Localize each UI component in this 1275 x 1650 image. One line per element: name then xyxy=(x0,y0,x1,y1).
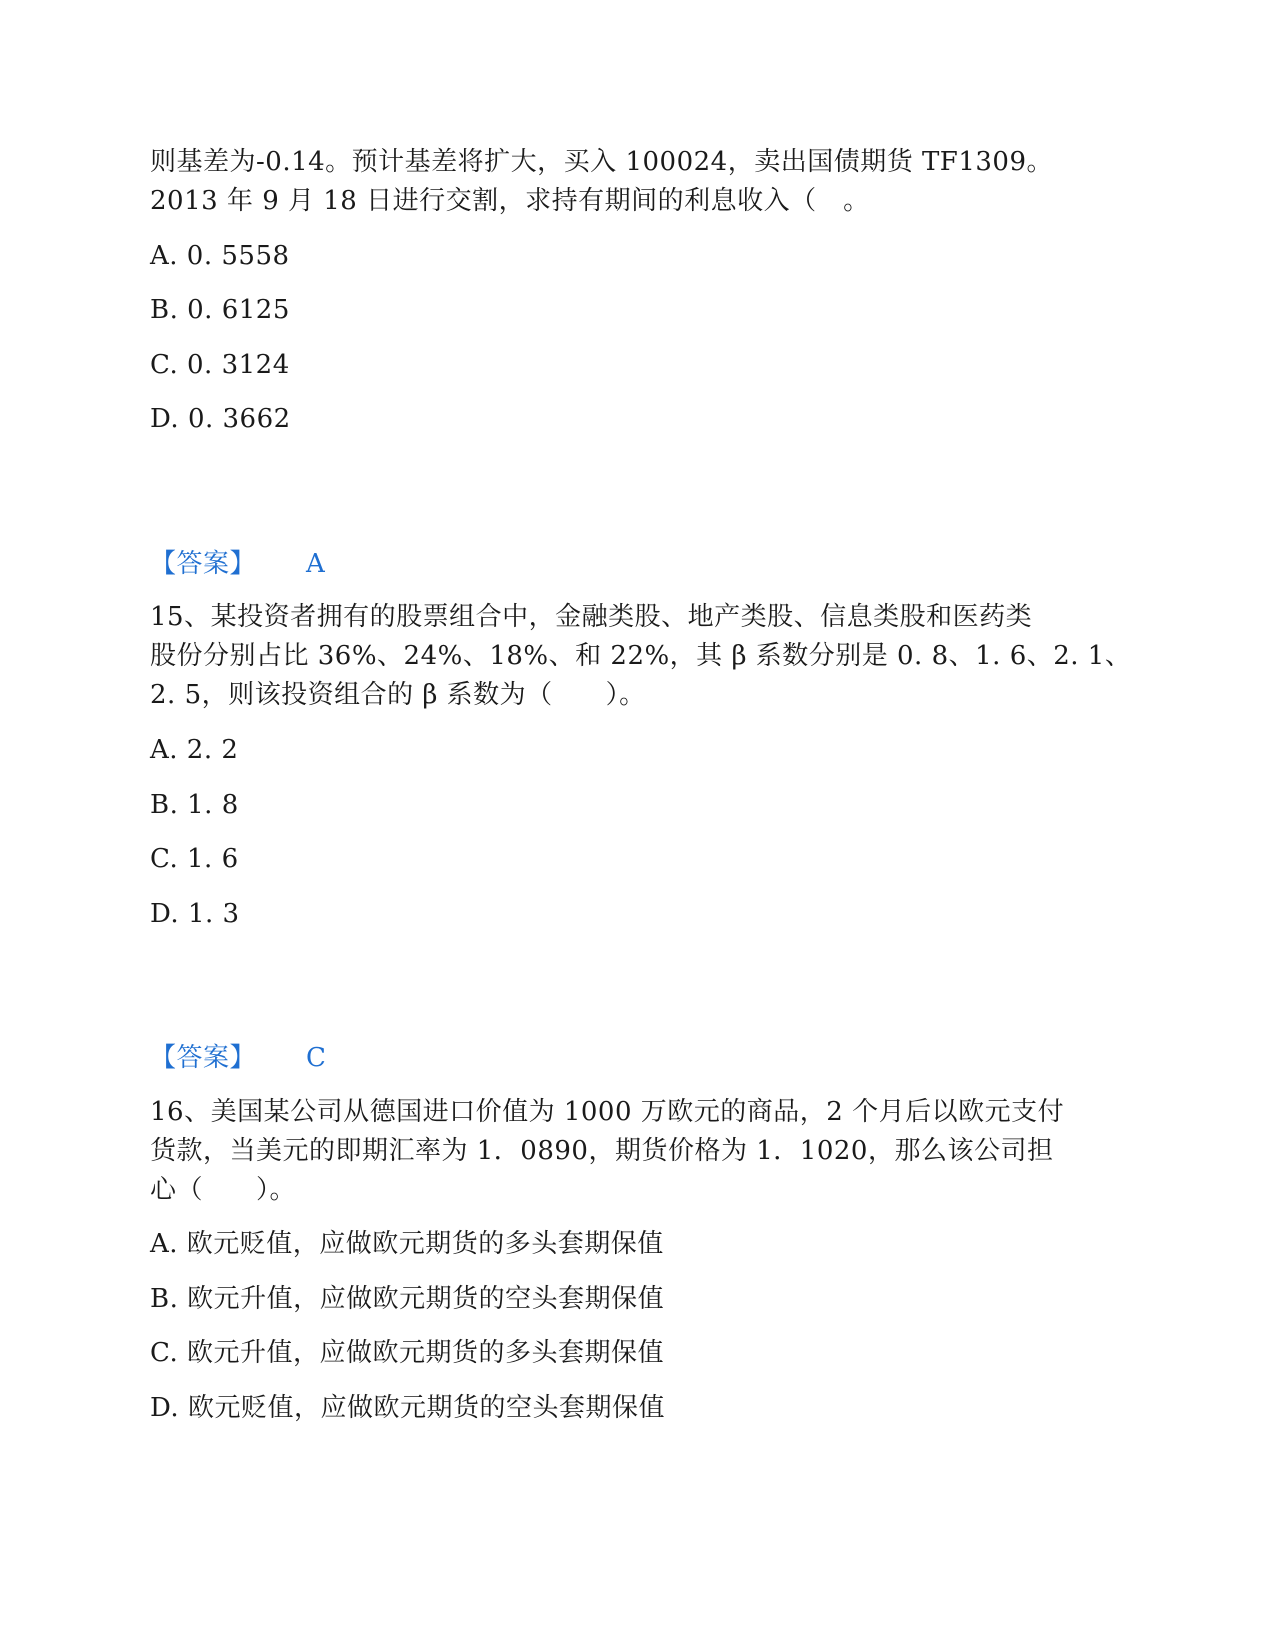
q14-option-b: B. 0. 6125 xyxy=(150,295,290,325)
q15-option-b: B. 1. 8 xyxy=(150,790,239,820)
answer-15 xyxy=(150,1038,326,1078)
answer-14 xyxy=(150,544,325,584)
q16-stem-line-1: 16、美国某公司从德国进口价值为 1000 万欧元的商品，2 个月后以欧元支付 xyxy=(150,1097,1065,1127)
q16-stem-line-2: 货款，当美元的即期汇率为 1．0890，期货价格为 1．1020，那么该公司担 xyxy=(150,1136,1054,1166)
q15-option-c: C. 1. 6 xyxy=(150,844,239,874)
q15-stem-line-3: 2. 5，则该投资组合的 β 系数为（ ）。 xyxy=(150,680,646,710)
answer-label: 【答案】 xyxy=(150,549,257,579)
q16-stem-line-3: 心（ ）。 xyxy=(150,1175,297,1205)
q16-option-a: A. 欧元贬值，应做欧元期货的多头套期保值 xyxy=(150,1229,664,1259)
q15-stem-line-2: 股份分别占比 36%、24%、18%、和 22%，其 β 系数分别是 0. 8、1. 6、2. 1、 xyxy=(150,641,1132,671)
q14-option-a: A. 0. 5558 xyxy=(150,241,290,271)
answer-value: A xyxy=(306,549,326,579)
q16-option-c: C. 欧元升值，应做欧元期货的多头套期保值 xyxy=(150,1338,664,1368)
q16-option-b: B. 欧元升值，应做欧元期货的空头套期保值 xyxy=(150,1284,665,1314)
q14-option-c: C. 0. 3124 xyxy=(150,350,290,380)
q15-option-d: D. 1. 3 xyxy=(150,899,240,929)
q15-stem-line-1: 15、某投资者拥有的股票组合中，金融类股、地产类股、信息类股和医药类 xyxy=(150,602,1033,632)
q14-stem-line-1: 则基差为-0.14。预计基差将扩大，买入 100024，卖出国债期货 TF1309。 xyxy=(150,147,1054,177)
q15-option-a: A. 2. 2 xyxy=(150,735,239,765)
q14-option-d: D. 0. 3662 xyxy=(150,404,291,434)
answer-value: C xyxy=(306,1043,327,1073)
q14-stem-line-2: 2013 年 9 月 18 日进行交割，求持有期间的利息收入（ 。 xyxy=(150,186,870,216)
answer-label: 【答案】 xyxy=(150,1043,257,1073)
q16-option-d: D. 欧元贬值，应做欧元期货的空头套期保值 xyxy=(150,1393,665,1423)
